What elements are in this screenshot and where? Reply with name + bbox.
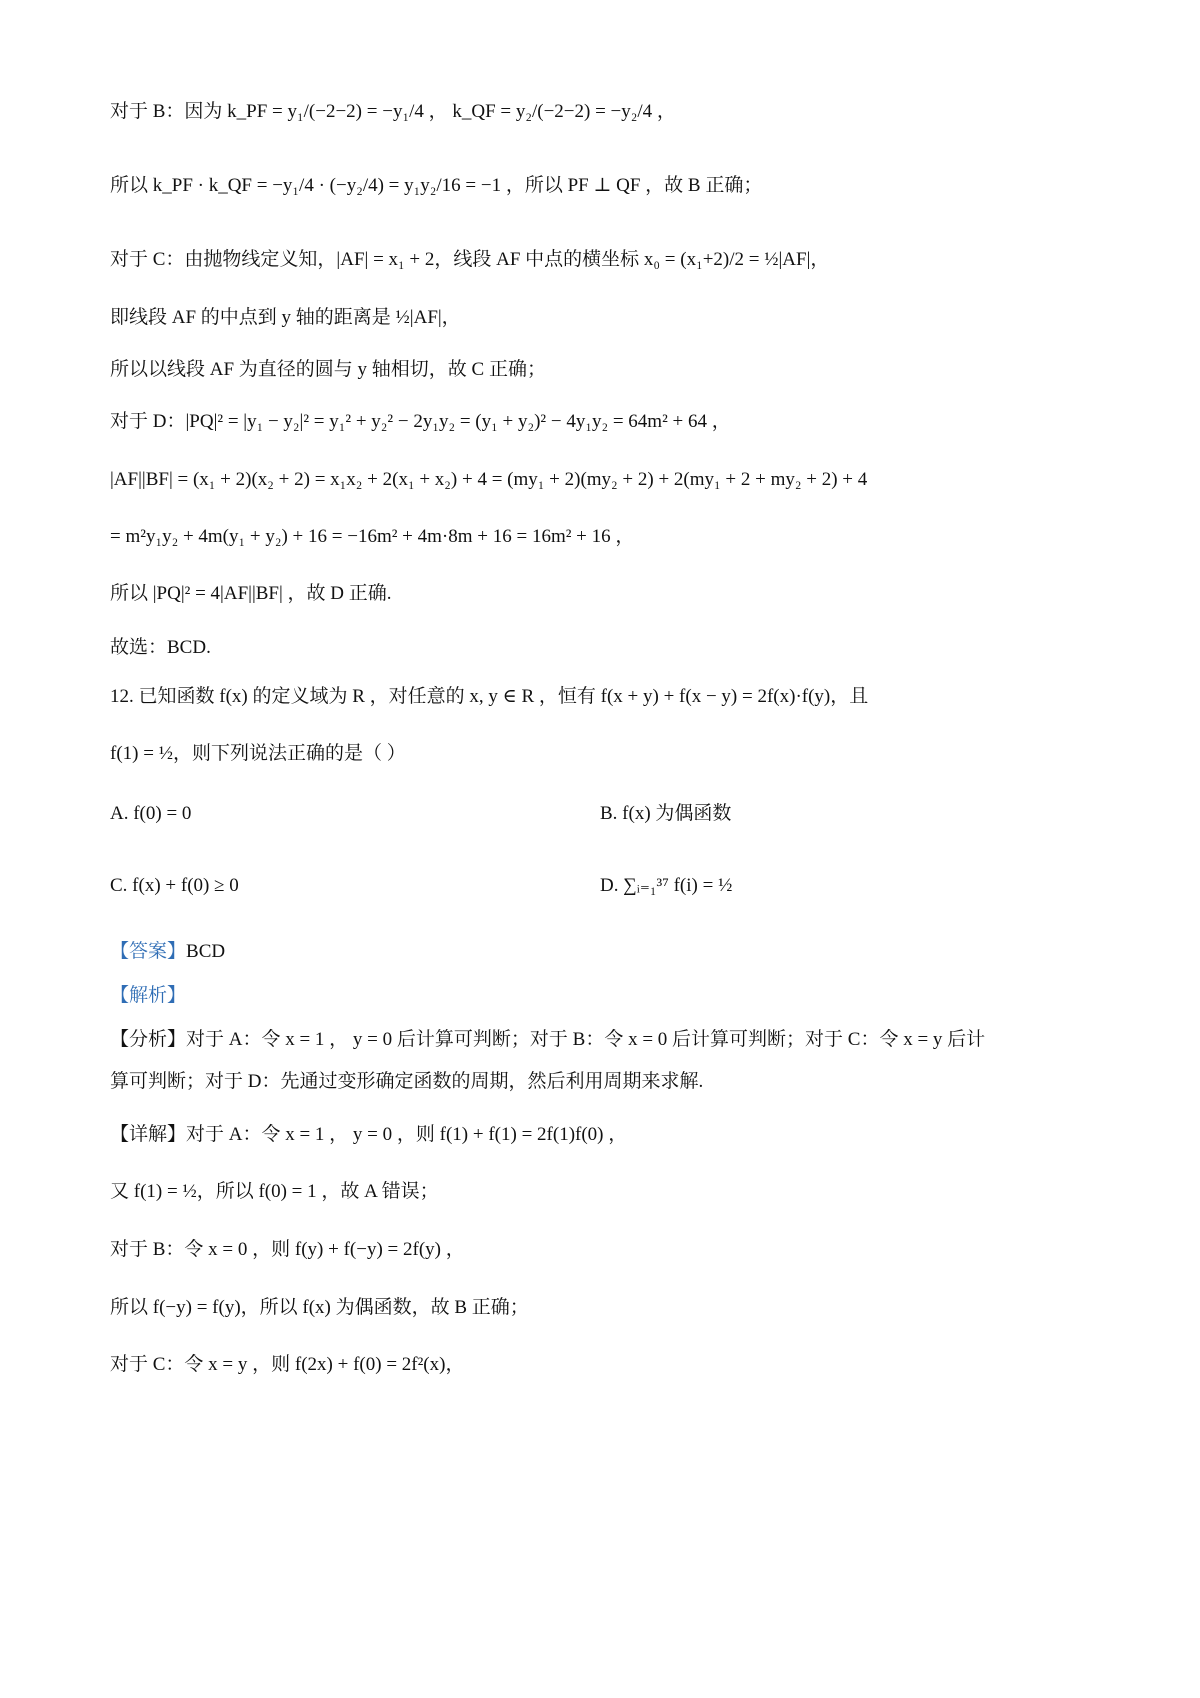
answer-value: BCD bbox=[186, 941, 226, 962]
text-line-c3: 所以以线段 AF 为直径的圆与 y 轴相切，故 C 正确； bbox=[110, 359, 546, 380]
text-line-d1: 对于 D：|PQ|² = |y₁ − y₂|² = y₁² + y₂² − 2y₁y₂ = (y₁ + y₂)² − 4y₁y₂ = 64m² + 64 ， bbox=[110, 411, 731, 432]
detail-line-5: 对于 C：令 x = y ，则 f(2x) + f(0) = 2f²(x)， bbox=[110, 1354, 465, 1375]
detail-line-2: 又 f(1) = ½，所以 f(0) = 1 ，故 A 错误； bbox=[110, 1181, 439, 1202]
analysis-line-1: 【分析】对于 A：令 x = 1 ， y = 0 后计算可判断；对于 B：令 x = 0 后计算可判断；对于 C：令 x = y 后计 bbox=[110, 1029, 986, 1050]
detail-line-3: 对于 B：令 x = 0 ，则 f(y) + f(−y) = 2f(y) ， bbox=[110, 1239, 465, 1260]
detail-line-4: 所以 f(−y) = f(y)，所以 f(x) 为偶函数，故 B 正确； bbox=[110, 1297, 529, 1318]
text-line-d3: = m²y₁y₂ + 4m(y₁ + y₂) + 16 = −16m² + 4m·8m + 16 = 16m² + 16 ， bbox=[110, 526, 635, 547]
text-line-c1: 对于 C：由抛物线定义知，|AF| = x₁ + 2，线段 AF 中点的横坐标 x₀ = (x₁+2)/2 = ½|AF|， bbox=[110, 249, 830, 270]
question-12-line-1: 12. 已知函数 f(x) 的定义域为 R ，对任意的 x, y ∈ R ，恒有 f(x + y) + f(x − y) = 2f(x)·f(y)，且 bbox=[110, 686, 869, 707]
detail-line-1: 【详解】对于 A：令 x = 1 ， y = 0 ，则 f(1) + f(1) = 2f(1)f(0) ， bbox=[110, 1124, 628, 1145]
text-line-d2: |AF||BF| = (x₁ + 2)(x₂ + 2) = x₁x₂ + 2(x₁ + x₂) + 4 = (my₁ + 2)(my₂ + 2) + 2(my₁ + 2 + my₂ + 2) + 4 bbox=[110, 469, 868, 490]
choice-c: C. f(x) + f(0) ≥ 0 bbox=[110, 875, 239, 896]
choice-b: B. f(x) 为偶函数 bbox=[600, 803, 732, 824]
answer-line bbox=[110, 938, 225, 966]
text-line-selection: 故选：BCD. bbox=[110, 637, 211, 658]
text-line-c2: 即线段 AF 的中点到 y 轴的距离是 ½|AF|， bbox=[110, 307, 461, 328]
text-line-b2: 所以 k_PF · k_QF = −y₁/4 · (−y₂/4) = y₁y₂/16 = −1 ，所以 PF ⊥ QF ，故 B 正确； bbox=[110, 175, 763, 196]
text-line-b1: 对于 B：因为 k_PF = y₁/(−2−2) = −y₁/4 ， k_QF = y₂/(−2−2) = −y₂/4 ， bbox=[110, 101, 676, 122]
question-12-line-2: f(1) = ½，则下列说法正确的是（ ） bbox=[110, 743, 406, 764]
analysis-line-2: 算可判断；对于 D：先通过变形确定函数的周期，然后利用周期来求解. bbox=[110, 1071, 704, 1092]
answer-tag: 【答案】 bbox=[110, 941, 187, 962]
text-line-d4: 所以 |PQ|² = 4|AF||BF| ，故 D 正确. bbox=[110, 583, 392, 604]
choice-a: A. f(0) = 0 bbox=[110, 803, 192, 824]
choice-d: D. ∑ᵢ₌₁³⁷ f(i) = ½ bbox=[600, 875, 733, 896]
analysis-tag: 【解析】 bbox=[110, 985, 187, 1006]
